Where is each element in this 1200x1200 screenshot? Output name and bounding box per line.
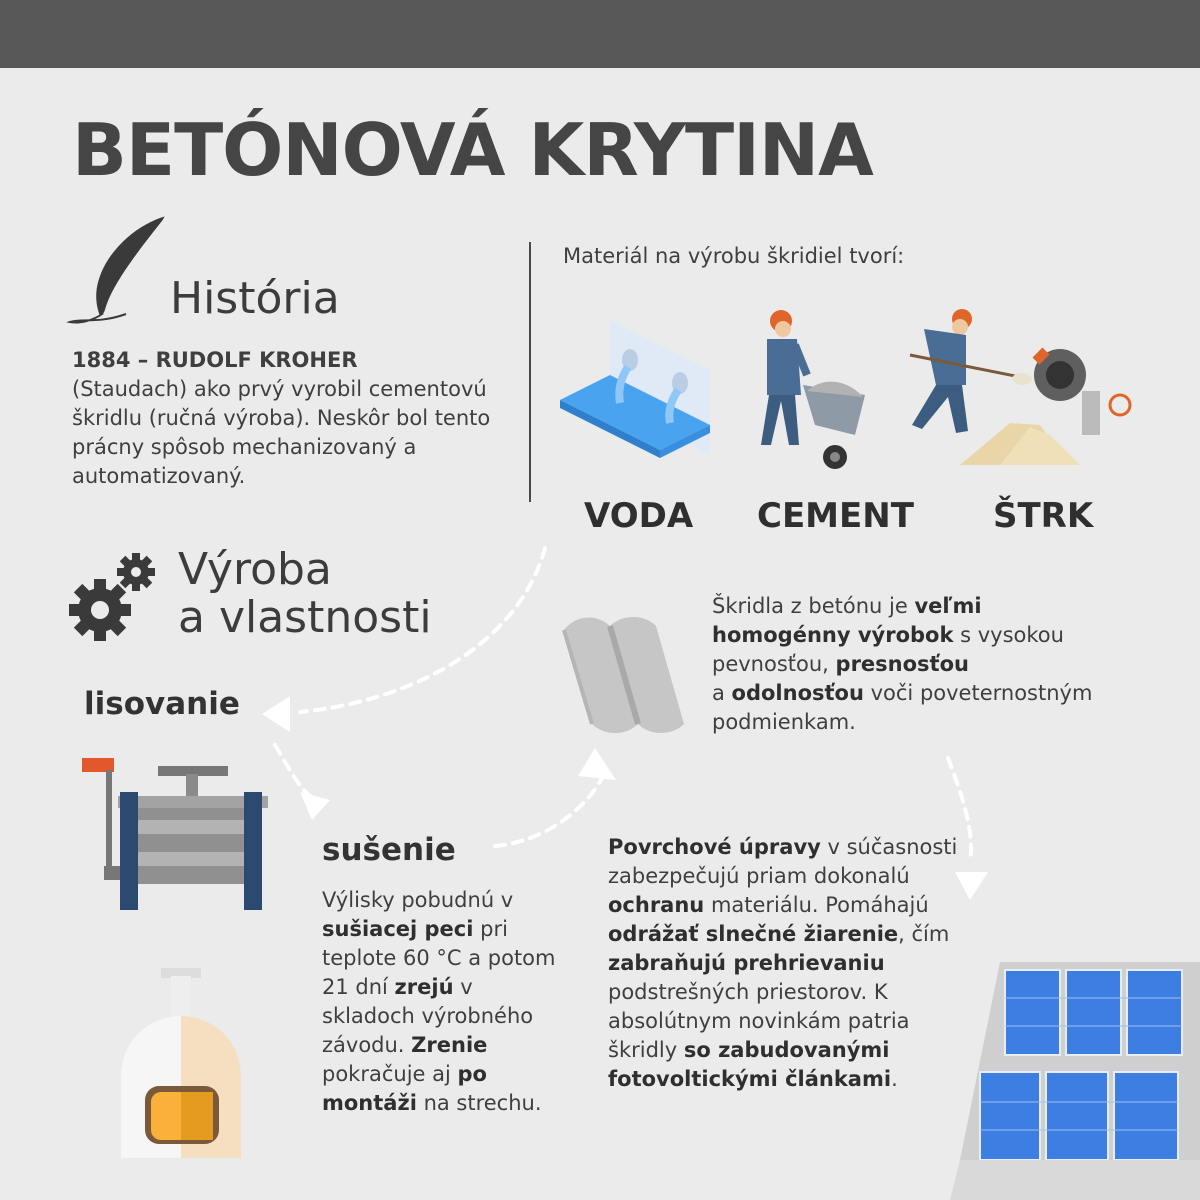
material-cement: CEMENT	[757, 496, 914, 536]
surface-text: Povrchové úpravy v súčasnosti zabezpečujú priam dokonalú ochranu materiálu. Pomáhajú odrážať slnečné žiarenie, čím zabraňujú prehrievaniu podstrešných priestorov. K absolútnym novinkám patria škridly so zabudovanými fotovoltickými článkami.	[608, 835, 958, 1091]
material-voda: VODA	[584, 496, 694, 536]
production-title-line2: a vlastnosti	[178, 592, 432, 643]
step-drying: sušenie	[322, 832, 456, 868]
material-strk: ŠTRK	[993, 496, 1094, 536]
step-pressing: lisovanie	[84, 686, 240, 722]
page-title: BETÓNOVÁ KRYTINA	[72, 108, 873, 192]
history-body: (Staudach) ako prvý vyrobil cementovú škridlu (ručná výroba). Neskôr bol tento prácny spôsob mechanizovaný a automatizovaný.	[72, 377, 491, 488]
materials-label: Materiál na výrobu škridiel tvorí:	[563, 244, 905, 268]
history-lead: 1884 – RUDOLF KROHER	[72, 348, 358, 372]
drying-text: Výlisky pobudnú v sušiacej peci pri teplote 60 °C a potom 21 dní zrejú v skladoch výrobného závodu. Zrenie pokračuje aj po montáži na strechu.	[322, 888, 556, 1115]
production-title-line1: Výroba	[178, 544, 332, 595]
tile-description: Škridla z betónu je veľmi homogénny výrobok s vysokou pevnosťou, presnosťou a odolnosťou voči poveternostným podmienkam.	[712, 594, 1093, 734]
history-title: História	[170, 273, 340, 324]
